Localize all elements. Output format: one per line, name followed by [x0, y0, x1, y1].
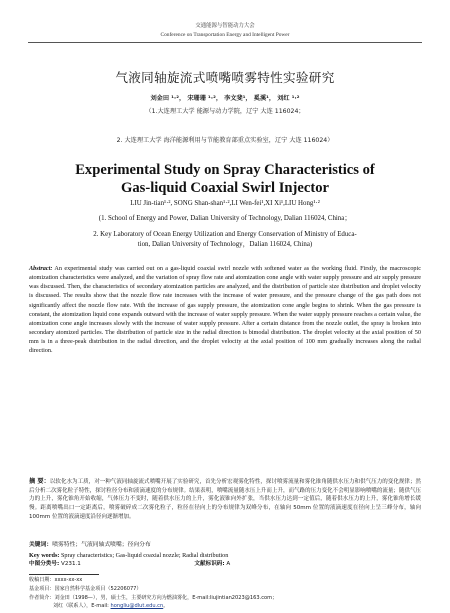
doc-code-label: 文献标识码: [194, 561, 225, 567]
title-cn: 气液同轴旋流式喷嘴喷雾特性实验研究 [115, 70, 335, 85]
title-en-line-2: Gas-liquid Coaxial Swirl Injector [121, 180, 329, 196]
abstract-cn-label: 摘 要： [29, 478, 50, 485]
footnote-bio-2 [29, 602, 421, 611]
affiliation-cn-2: 2. 大连理工大学 海洋能源利用与节能教育部重点实验室，辽宁 大连 116024） [116, 137, 334, 144]
running-header-cn: 交通能源与智能动力大会 [195, 23, 255, 29]
doc-code-value: A [224, 561, 231, 567]
footnote-bio-1: 作者简介：刘金田（1998—），男，硕士生，主要研究方向为燃油雾化，E-mail:liujintian2023@163.com； [29, 595, 278, 601]
classification-line [29, 560, 421, 569]
contact-email-link[interactable]: hongliu@dlut.edu.cn [110, 603, 164, 609]
affiliation-cn-1: （1.大连理工大学 能源与动力学院，辽宁 大连 116024； [145, 108, 305, 115]
keywords-en [29, 551, 421, 560]
abstract-cn-text: 以软化水为工质，对一种气液同轴旋流式喷嘴开展了实验研究，首先分析宏观雾化特性，探讨喷雾流量和雾化锥角随供水压力和供气压力的变化规律；然后分析二次雾化粒子特性，探讨粒径分布和液滴速度的分布规律。结果表明，喷嘴流量随水压上升而上升，而气路的压力变化不会明显影响喷嘴的流量；随供气压力的上升，雾化锥角开始收缩，气体压力不变时，随着供水压力的上升，雾化液锥向外扩张，当供水压力达到一定值后，随着供水压力的上升，雾化锥角增长缓慢。距离喷嘴出口一定距离后，喷雾破碎成二次雾化粒子，粒径在径向上的分布规律为双峰分布，在轴向 50mm 位置的液滴速度在径向上呈三峰分布，轴向 100mm 位置的液滴速度沿径向逐渐增加。 [29, 479, 421, 520]
footnote-fund: 基金项目：国家自然科学基金项目（52206077） [29, 586, 142, 592]
footnote-bio-2-text: 刘红（联系人），E-mail: [53, 603, 111, 609]
affiliation-en-2b: tion, Dalian University of Technology，Dalian 116024, China) [137, 241, 313, 248]
footnote-rule [29, 574, 99, 575]
title-en-line-1: Experimental Study on Spray Characteristics of [75, 162, 375, 178]
abstract-cn [29, 478, 421, 521]
affiliation-en-2a: 2. Key Laboratory of Ocean Energy Utilization and Energy Conservation of Ministry of Educa- [93, 231, 357, 238]
abstract-label: Abstract: [29, 265, 53, 272]
footnote-bio-2-end: 。 [163, 603, 169, 609]
clc-value: V231.1 [59, 561, 81, 567]
affiliation-en-1: (1. School of Energy and Power, Dalian University of Technology, Dalian 116024, China； [98, 215, 352, 222]
keywords-cn-label: 关键词： [29, 542, 53, 548]
keywords-cn-text: 喷雾特性；气液同轴式喷嘴；径向分布 [52, 542, 151, 548]
keywords-en-text: Spray characteristics; Gas-liquid coaxial nozzle; Radial distribution [59, 552, 229, 559]
running-header-en: Conference on Transportation Energy and Intelligent Power [160, 32, 290, 38]
keywords-cn [29, 541, 421, 550]
authors-cn: 刘金田 ¹·²， 宋珊珊 ¹·²， 李文斐¹， 奚溪¹， 刘红 ¹·² [150, 95, 300, 102]
footnote-received: 收稿日期：xxxx-xx-xx [29, 577, 83, 583]
header-rule [28, 42, 422, 43]
keywords-en-label: Key words: [29, 552, 60, 559]
authors-en: LIU Jin-tian¹·², SONG Shan-shan¹·²,LI Wen-fei¹,XI Xi¹,LIU Hong¹·² [130, 200, 320, 207]
abstract-text: An experimental study was carried out on a gas-liquid coaxial swirl nozzle with softened water as the working fluid. Firstly, the macroscopic atomization characteristics were analyzed, and the variation of spray flow rate and atomization cone angle with water supply pressure and air supply pressure was discussed. Then, the characteristics of secondary atomization particles are analyzed, and the distribution of particle size distribution and droplet velocity is discussed. The results show that the nozzle flow rate increases with the increase of water pressure, and the pressure change of the gas path does not significantly affect the nozzle flow rate. With the increase of gas supply pressure, the atomization cone angle begins to shrink. When the gas pressure is constant, the atomization liquid cone expands outward with the increase of water supply pressure. When the water supply pressure reaches a certain value, the atomization cone angle increases slowly with the increase of water supply pressure. After a certain distance from the nozzle outlet, the spray is broken into secondary atomized particles. The distribution of particle size in the radial direction is bimodal distribution. The droplet velocity at the axial position of 50 mm is in a three-peak distribution in the radial direction, and the droplet velocity at the axial position of 100 mm gradually increases along the radial direction. [29, 265, 421, 355]
clc-label: 中图分类号: [29, 561, 60, 567]
abstract-en [29, 264, 421, 356]
